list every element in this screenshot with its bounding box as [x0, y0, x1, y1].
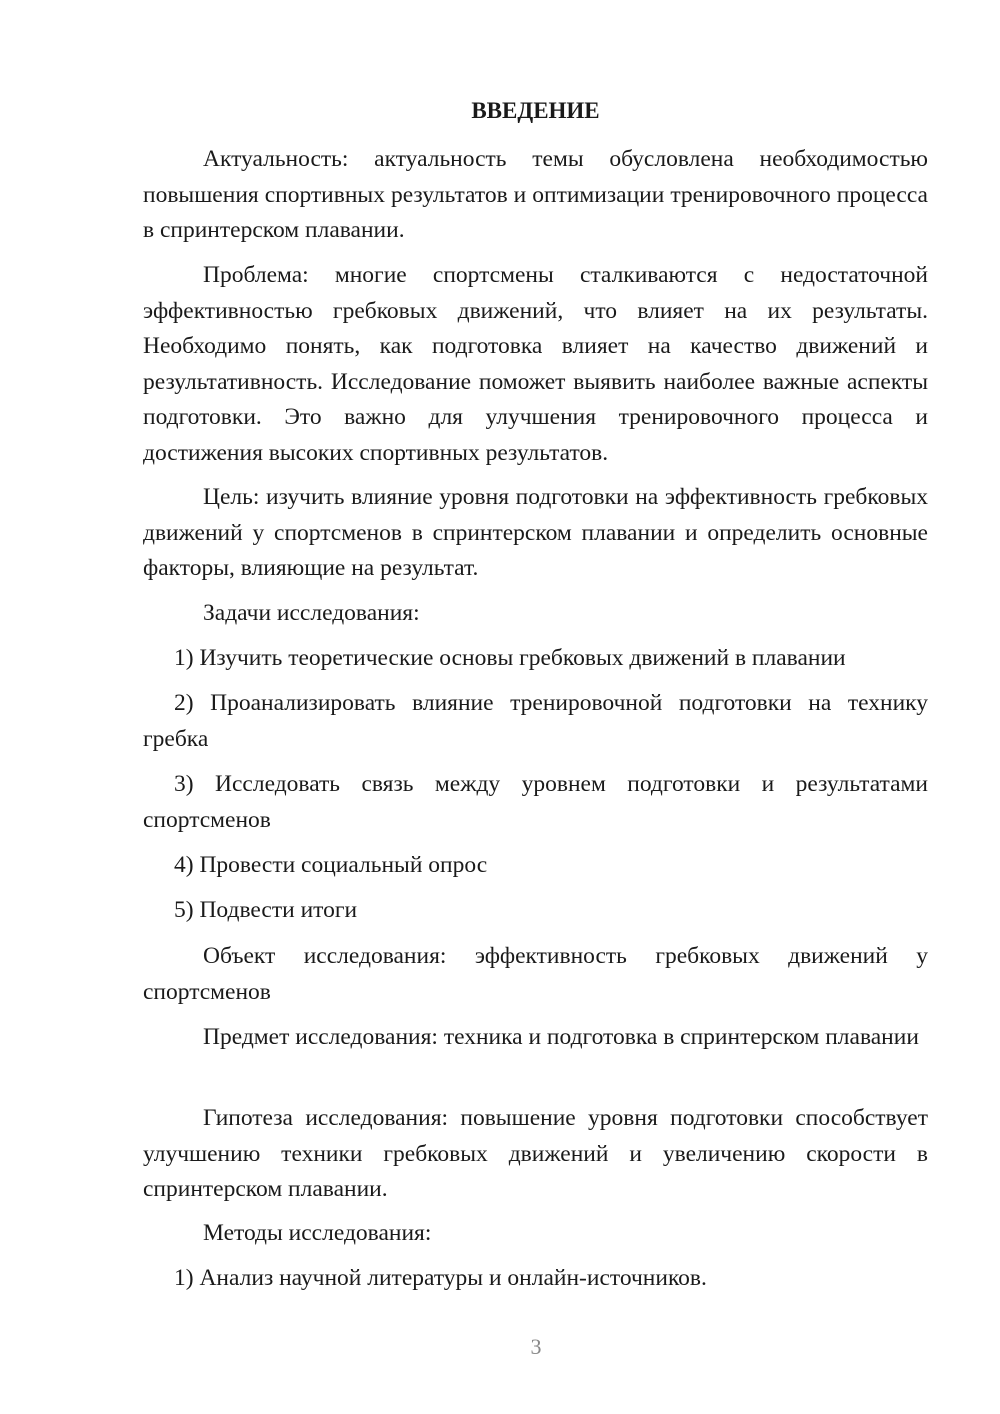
tasks-title: Задачи исследования: — [203, 600, 420, 626]
method-item-1: 1) Анализ научной литературы и онлайн-источников. — [174, 1265, 707, 1291]
task-item-1: 1) Изучить теоретические основы гребковых движений в плавании — [174, 645, 846, 671]
page-number: 3 — [530, 1334, 542, 1359]
problem-paragraph: Проблема: многие спортсмены сталкиваются с недостаточной эффективностью гребковых движений, что влияет на их результаты. Необходимо понять, как подготовка влияет на качество движений и результативность. Исследование поможет выявить наиболее важные аспекты подготовки. Это важно для улучшения тренировочного процесса и достижения высоких спортивных результатов. — [143, 262, 928, 466]
subject-paragraph: Предмет исследования: техника и подготовка в спринтерском плавании — [203, 1024, 919, 1050]
hypothesis-paragraph: Гипотеза исследования: повышение уровня подготовки способствует улучшению техники гребковых движений и увеличению скорости в спринтерском плавании. — [143, 1105, 928, 1202]
task-item-2: 2) Проанализировать влияние тренировочной подготовки на технику гребка — [143, 690, 928, 752]
object-paragraph: Объект исследования: эффективность гребковых движений у спортсменов — [143, 943, 928, 1005]
task-item-5: 5) Подвести итоги — [174, 897, 358, 923]
methods-title: Методы исследования: — [203, 1220, 432, 1246]
task-item-3: 3) Исследовать связь между уровнем подготовки и результатами спортсменов — [143, 771, 928, 833]
section-heading: ВВЕДЕНИЕ — [471, 98, 600, 123]
relevance-paragraph: Актуальность: актуальность темы обусловлена необходимостью повышения спортивных результатов и оптимизации тренировочного процесса в спринтерском плавании. — [143, 146, 928, 243]
task-item-4: 4) Провести социальный опрос — [174, 852, 488, 878]
goal-paragraph: Цель: изучить влияние уровня подготовки на эффективность гребковых движений у спортсменов в спринтерском плавании и определить основные факторы, влияющие на результат. — [143, 484, 928, 581]
